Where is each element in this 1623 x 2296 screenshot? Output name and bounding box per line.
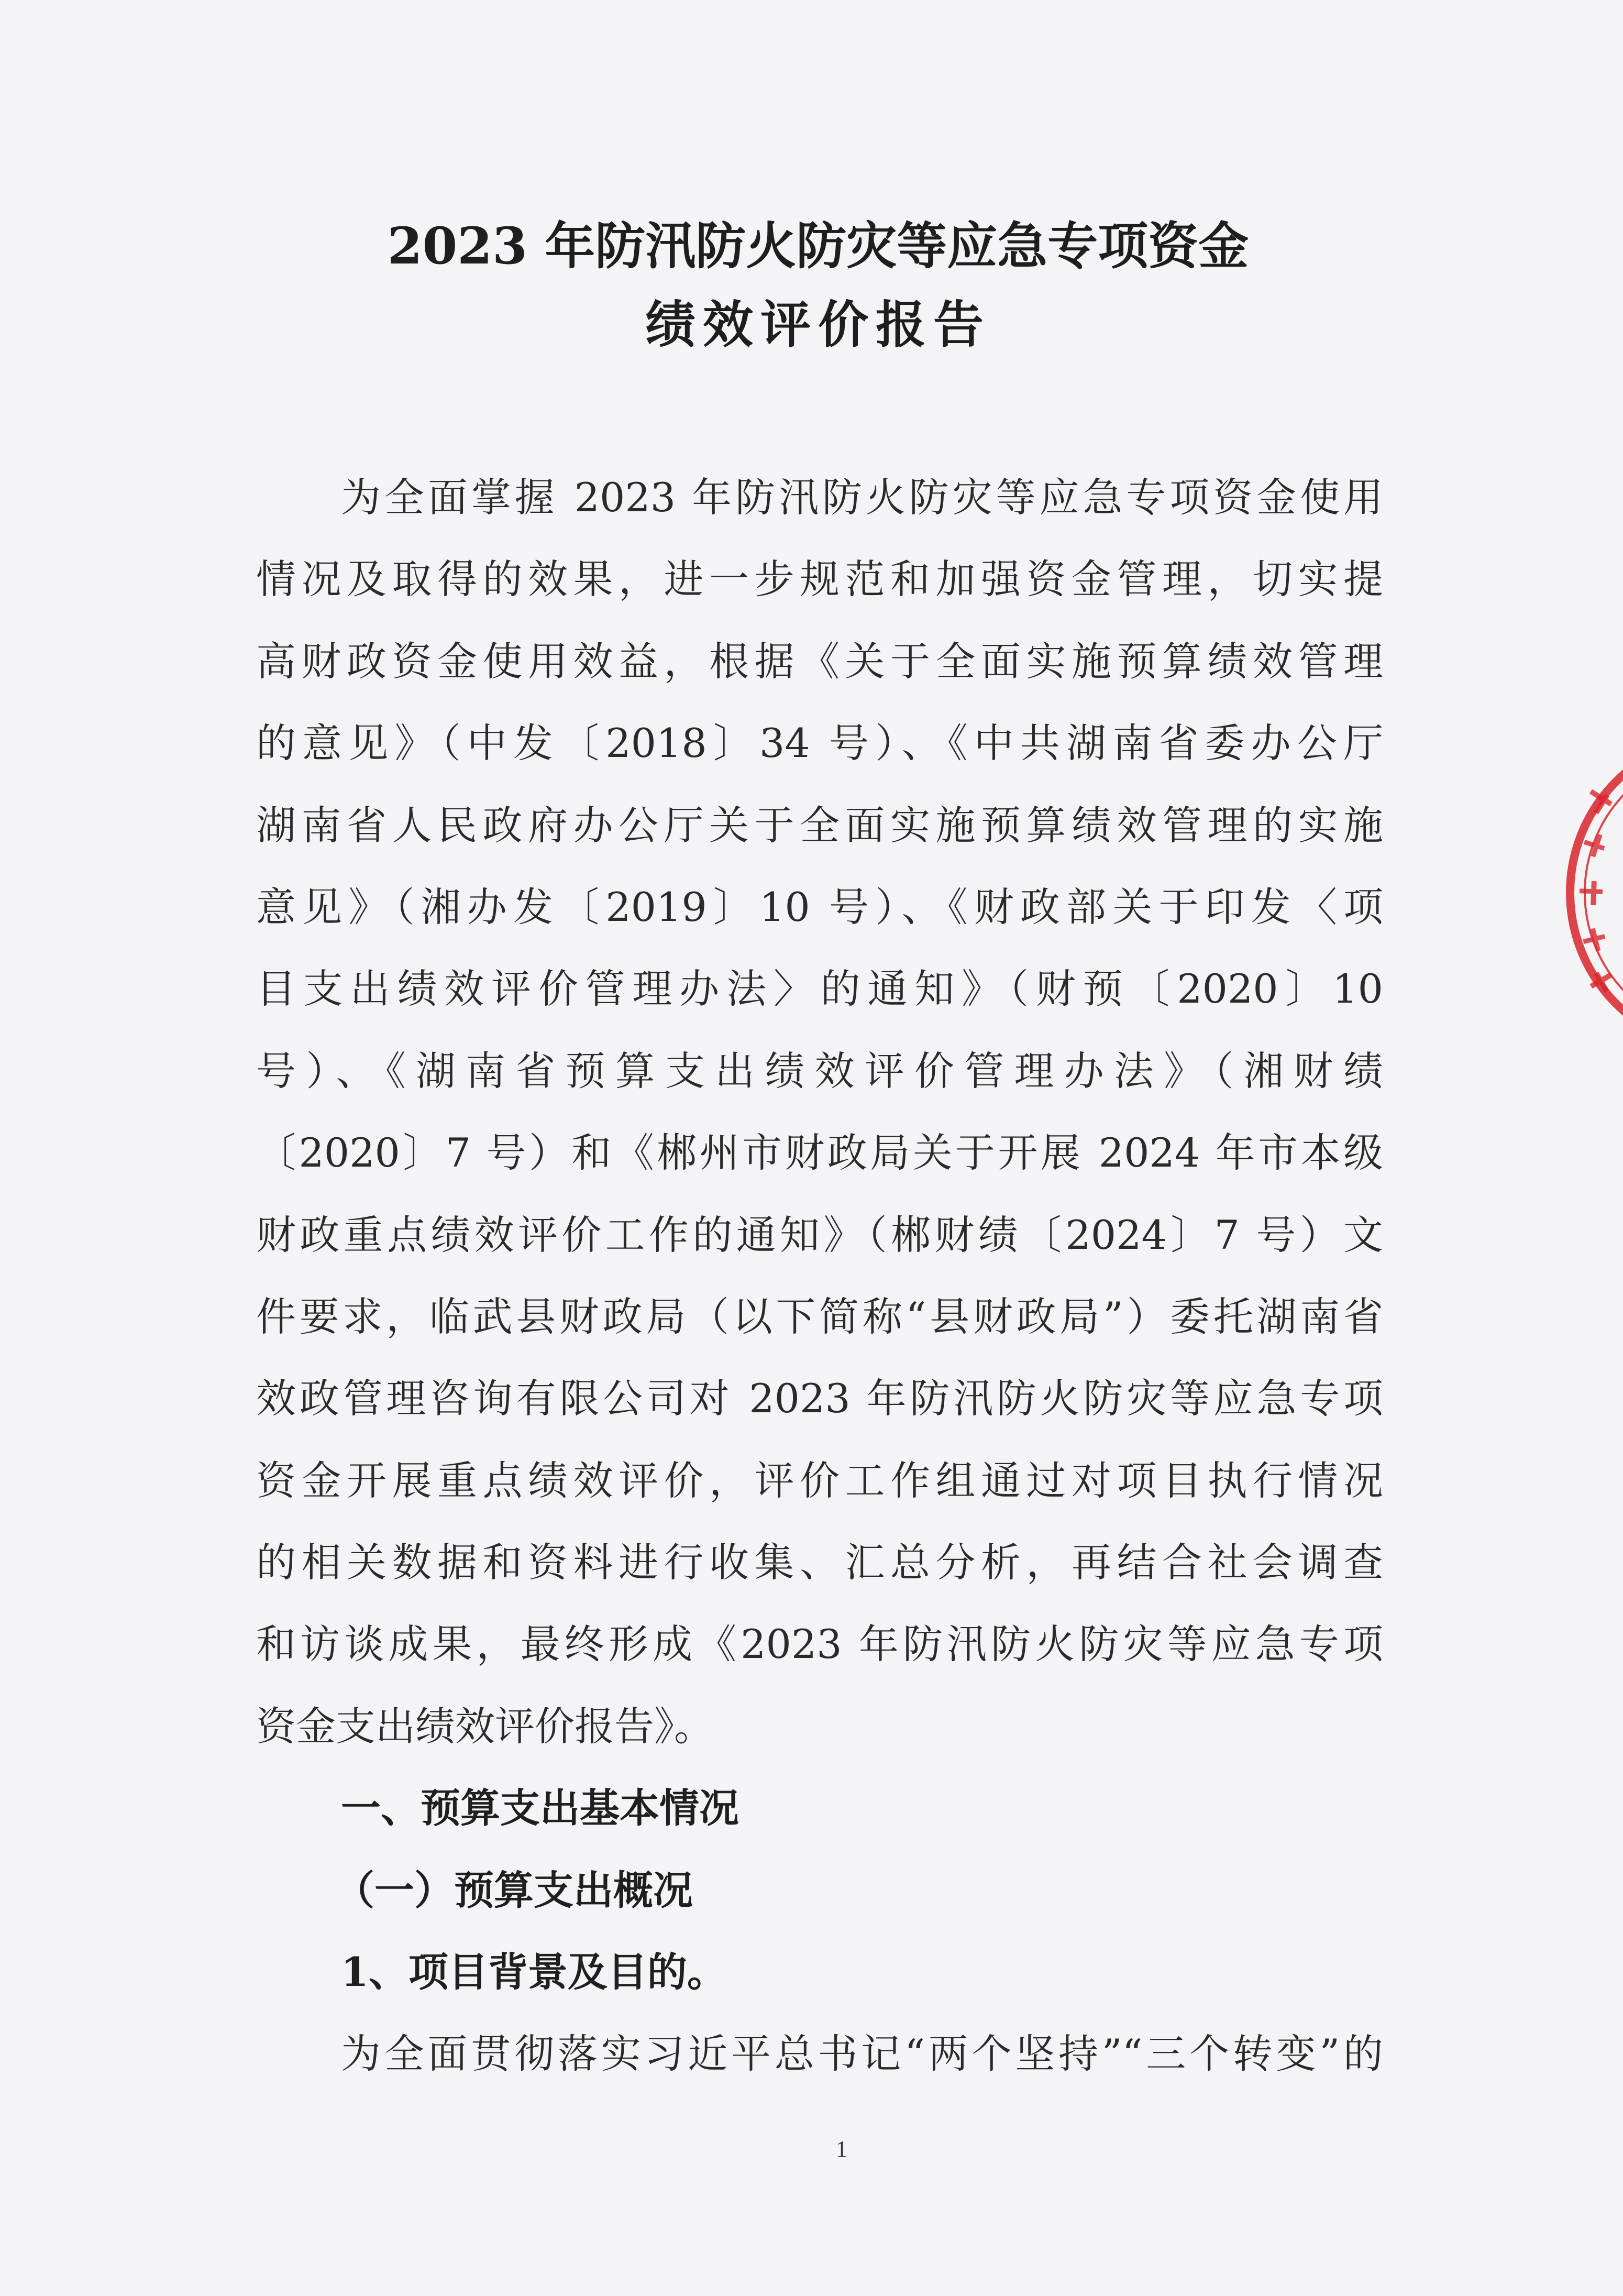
intro-paragraph-line: 和访谈成果，最终形成《2023 年防汛防火防灾等应急专项 bbox=[256, 1621, 1383, 1668]
intro-paragraph-line: 的相关数据和资料进行收集、汇总分析，再结合社会调查 bbox=[256, 1539, 1383, 1586]
intro-paragraph-line: 情况及取得的效果，进一步规范和加强资金管理，切实提 bbox=[256, 556, 1383, 603]
report-title-line-1: 2023 年防汛防火防灾等应急专项资金 bbox=[387, 216, 1249, 276]
intro-paragraph-line: 湖南省人民政府办公厅关于全面实施预算绩效管理的实施 bbox=[256, 801, 1383, 849]
intro-paragraph-line: 目支出绩效评价管理办法〉的通知》（财预〔2020〕10 bbox=[256, 965, 1383, 1013]
page-number: 1 bbox=[836, 2136, 847, 2162]
intro-paragraph-line: 资金支出绩效评价报告》。 bbox=[256, 1702, 714, 1750]
official-seal-stamp bbox=[1550, 723, 1623, 1063]
intro-paragraph-line: 资金开展重点绩效评价，评价工作组通过对项目执行情况 bbox=[256, 1457, 1383, 1504]
report-title-line-2: 绩效评价报告 bbox=[645, 295, 991, 354]
intro-paragraph-line: 号）、《湖南省预算支出绩效评价管理办法》（湘财绩 bbox=[256, 1047, 1383, 1094]
intro-paragraph-line: 意见》（湘办发〔2019〕10 号）、《财政部关于印发〈项 bbox=[256, 883, 1383, 930]
report-body bbox=[256, 457, 1383, 2095]
item-heading: 1、项目背景及目的。 bbox=[341, 1949, 727, 1996]
intro-paragraph-line: 财政重点绩效评价工作的通知》（郴财绩〔2024〕7 号）文 bbox=[256, 1211, 1383, 1258]
section-heading: 一、预算支出基本情况 bbox=[341, 1785, 739, 1832]
intro-paragraph-line: 高财政资金使用效益，根据《关于全面实施预算绩效管理 bbox=[256, 638, 1383, 685]
background-paragraph-line: 为全面贯彻落实习近平总书记“两个坚持”“三个转变”的 bbox=[341, 2030, 1383, 2078]
intro-paragraph-line: 效政管理咨询有限公司对 2023 年防汛防火防灾等应急专项 bbox=[256, 1375, 1383, 1422]
intro-paragraph-line: 〔2020〕7 号）和《郴州市财政局关于开展 2024 年市本级 bbox=[256, 1129, 1383, 1177]
intro-paragraph-line: 为全面掌握 2023 年防汛防火防灾等应急专项资金使用 bbox=[341, 474, 1383, 521]
intro-paragraph-line: 件要求，临武县财政局（以下简称“县财政局”）委托湖南省 bbox=[256, 1293, 1383, 1340]
intro-paragraph-line: 的意见》（中发〔2018〕34 号）、《中共湖南省委办公厅 bbox=[256, 720, 1383, 767]
subsection-heading: （一）预算支出概况 bbox=[335, 1866, 693, 1914]
